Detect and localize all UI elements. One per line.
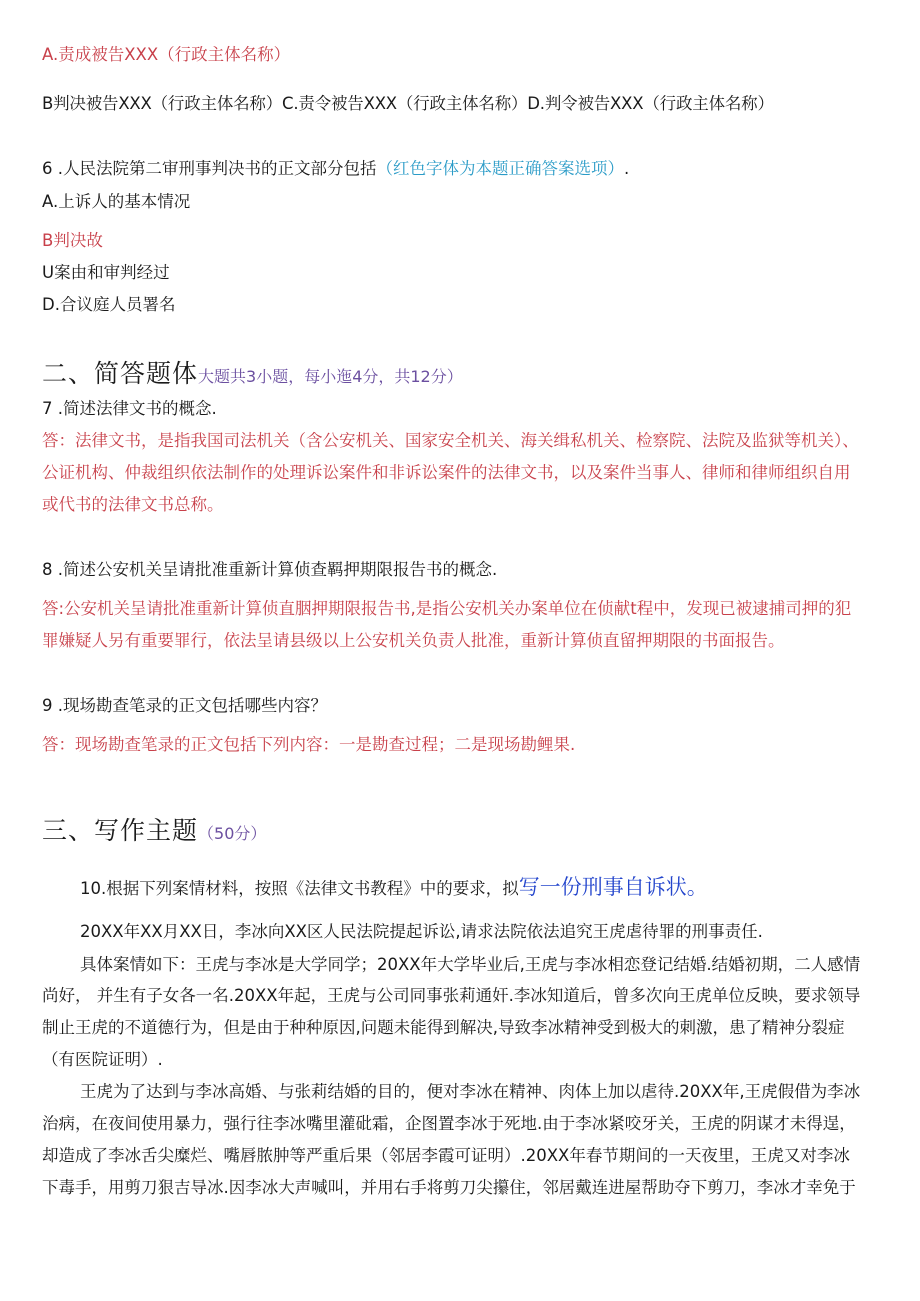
q10-case-line: 20XX年XX月XX日，李冰向XX区人民法院提起诉讼,请求法院依法追究王虎虐待罪的刑事责任. [80, 922, 763, 941]
q10-prompt: 10.根据下列案情材料，按照《法律文书教程》中的要求，拟 [80, 879, 519, 898]
q5-options-bcd: B判决被告XXX（行政主体名称）C.责令被告XXX（行政主体名称）D.判令被告XXX（行政主体名称） [42, 94, 774, 113]
q10-case-line: 制止王虎的不道德行为，但是由于种种原因,问题未能得到解决,导致李冰精神受到极大的刺激，患了精神分裂症 [42, 1018, 845, 1037]
q10-case-line: 王虎为了达到与李冰高婚、与张莉结婚的目的，便对李冰在精神、肉体上加以虐待.20XX年,王虎假借为李冰 [80, 1082, 861, 1101]
q7-answer-line: 或代书的法律文书总称。 [42, 495, 224, 514]
q6-hint: （红色字体为本题正确答案选项） [376, 159, 624, 178]
q8-answer-line: 罪嫌疑人另有重要罪行，依法呈请县级以上公安机关负责人批准，重新计算侦直留押期限的书面报告。 [42, 631, 785, 650]
section2-subtitle: 大题共3小题，每小迤4分，共12分） [198, 367, 463, 386]
section3-score: （50分） [198, 824, 267, 843]
q10-case-line: 具体案情如下：王虎与李冰是大学同学；20XX年大学毕业后,王虎与李冰相恋登记结婚.结婚初期，二人感情 [80, 955, 861, 974]
q7-stem: 7 .简述法律文书的概念. [42, 399, 217, 418]
q10-case-line: （有医院证明）. [42, 1050, 163, 1069]
q10-case-line: 却造成了李冰舌尖糜烂、嘴唇脓肿等严重后果（邻居李霞可证明）.20XX年春节期间的一天夜里，王虎又对李冰 [42, 1146, 850, 1165]
section2-heading [42, 358, 463, 393]
q6-stem: 6 .人民法院第二审刑事判决书的正文部分包括 [42, 159, 377, 178]
q10-case-line: 尚好， 并生有子女各一名.20XX年起，王虎与公司同事张莉通奸.李冰知道后，曾多次向王虎单位反映，要求领导 [42, 986, 861, 1005]
q7-answer-line: 公证机构、仲裁组织依法制作的处理诉讼案件和非诉讼案件的法律文书，以及案件当事人、律师和律师组织自用 [42, 463, 851, 482]
q6-option-d: D.合议庭人员署名 [42, 295, 176, 314]
q9-stem: 9 .现场勘查笔录的正文包括哪些内容？ [42, 696, 327, 715]
section2-title: 二、简答题体 [42, 359, 199, 388]
q6-option-b: B判决故 [42, 231, 103, 250]
q6-option-c: U案由和审判经过 [42, 263, 170, 282]
q6-option-a: A.上诉人的基本情况 [42, 192, 191, 211]
q10-case-line: 下毒手，用剪刀狠吉导冰.因李冰大声喊叫，并用右手将剪刀尖攥住，邻居戴连进屋帮助夺下剪刀，李冰才幸免于 [42, 1178, 856, 1197]
section3-title: 三、写作主题 [42, 816, 199, 845]
q6-stem-line [42, 157, 629, 181]
q6-stem-end: . [624, 159, 630, 178]
q7-answer-line: 答：法律文书，是指我国司法机关（含公安机关、国家安全机关、海关缉私机关、检察院、法院及监狱等机关）、 [42, 431, 859, 450]
q8-stem: 8 .简述公安机关呈请批准重新计算侦查羁押期限报告书的概念. [42, 560, 498, 579]
q8-answer-line: 答:公安机关呈请批准重新计算侦直胭押期限报告书,是指公安机关办案单位在侦献t程中，发现已被逮捕司押的犯 [42, 599, 852, 618]
q10-task: 写一份刑事自诉状。 [518, 875, 708, 899]
q5-option-a: A.责成被告XXX（行政主体名称） [42, 45, 291, 64]
q10-case-line: 治病，在夜间使用暴力，强行往李冰嘴里灌砒霜，企图置李冰于死地.由于李冰紧咬牙关，王虎的阴谋才未得逞， [42, 1114, 856, 1133]
q9-answer: 答：现场勘查笔录的正文包括下列内容：一是勘查过程；二是现场勘鲤果. [42, 735, 576, 754]
q10-prompt-line [80, 875, 708, 901]
section3-heading [42, 815, 266, 850]
